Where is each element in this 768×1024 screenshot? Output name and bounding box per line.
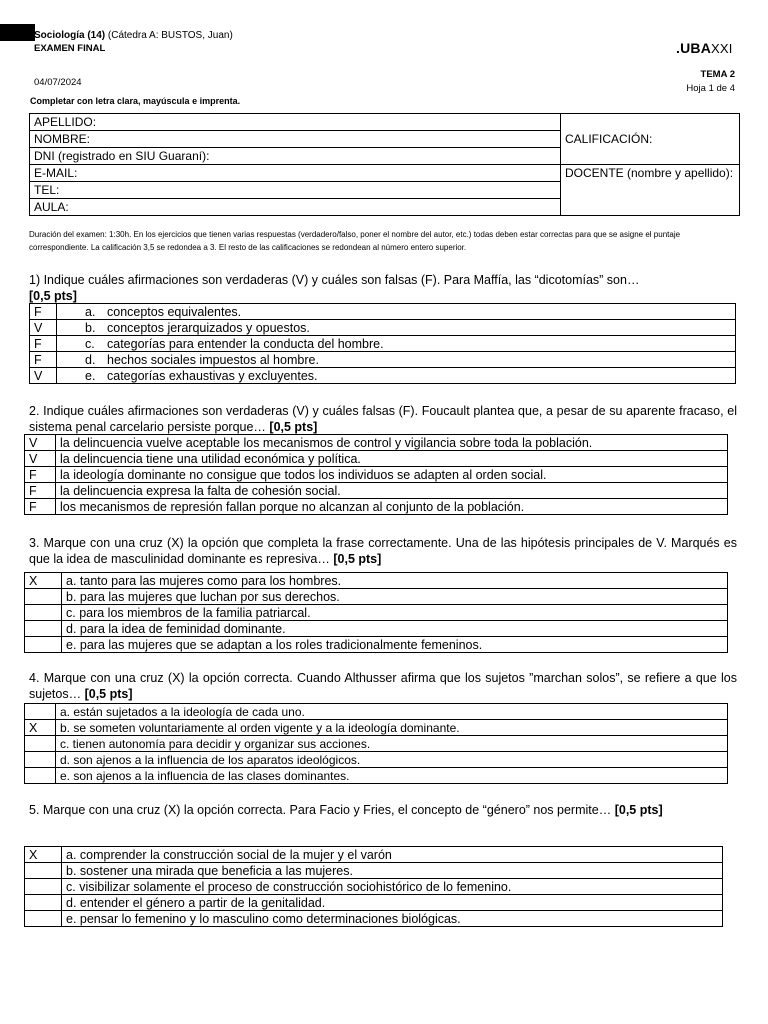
option-text: c. visibilizar solamente el proceso de construcción sociohistórico de lo femenino. (62, 879, 723, 895)
table-row (25, 621, 728, 637)
docente-field[interactable]: DOCENTE (nombre y apellido): (561, 165, 740, 216)
table-row (25, 435, 728, 451)
email-field[interactable]: E-MAIL: (30, 165, 561, 182)
page-counter: Hoja 1 de 4 (686, 83, 735, 94)
answer-cell[interactable]: V (25, 435, 56, 451)
table-row (25, 704, 728, 720)
answer-cell[interactable] (25, 736, 56, 752)
question-4-prompt: 4. Marque con una cruz (X) la opción correcta. Cuando Althusser afirma que los sujetos ”marchan solos”, se refiere a que los sujetos… (29, 671, 737, 701)
table-row (25, 736, 728, 752)
option-text: la delincuencia tiene una utilidad económica y política. (56, 451, 728, 467)
option-text: categorías para entender la conducta del hombre. (103, 336, 736, 352)
redaction-block (0, 24, 35, 41)
option-letter: a. (57, 304, 104, 320)
instructions: Completar con letra clara, mayúscula e imprenta. (30, 96, 241, 106)
option-text: d. son ajenos a la influencia de los aparatos ideológicos. (56, 752, 728, 768)
tel-field[interactable]: TEL: (30, 182, 561, 199)
answer-cell[interactable]: V (30, 320, 57, 336)
option-text: c. para los miembros de la familia patriarcal. (62, 605, 728, 621)
option-text: hechos sociales impuestos al hombre. (103, 352, 736, 368)
duration-note: Duración del examen: 1:30h. En los ejercicios que tienen varias respuestas (verdadero/falso, poner el nombre del autor, etc.) todas deben estar correctas para que se asigne el puntaje correspondiente. La calificación 3,5 se redondea a 3. El resto de las calificaciones se redondean al número entero superior. (29, 230, 681, 252)
question-2-prompt: 2. Indique cuáles afirmaciones son verdaderas (V) y cuáles falsas (F). Foucault plantea que, a pesar de su aparente fracaso, el sistema penal carcelario persiste porque… (29, 404, 737, 434)
option-text: e. para las mujeres que se adaptan a los roles tradicionalmente femeninos. (62, 637, 728, 653)
course-title (34, 30, 233, 41)
table-row (25, 605, 728, 621)
table-row (25, 720, 728, 736)
table-row (25, 573, 728, 589)
option-text: a. comprender la construcción social de la mujer y el varón (62, 847, 723, 863)
answer-cell[interactable]: F (25, 467, 56, 483)
course-name: Sociología (14) (34, 30, 106, 41)
calificacion-field: CALIFICACIÓN: (561, 114, 740, 165)
answer-cell[interactable] (25, 704, 56, 720)
table-row (25, 589, 728, 605)
answer-cell[interactable]: F (25, 483, 56, 499)
question-5 (29, 802, 737, 818)
question-5-options (24, 846, 723, 927)
answer-cell[interactable] (25, 895, 62, 911)
nombre-field[interactable]: NOMBRE: (30, 131, 561, 148)
table-row (25, 895, 723, 911)
option-letter: b. (57, 320, 104, 336)
answer-cell[interactable]: V (30, 368, 57, 384)
answer-cell[interactable] (25, 879, 62, 895)
course-chair: (Cátedra A: BUSTOS, Juan) (105, 30, 233, 41)
question-1-prompt: 1) Indique cuáles afirmaciones son verdaderas (V) y cuáles son falsas (F). Para Maffía, las “dicotomías” son… (29, 273, 640, 287)
answer-cell[interactable]: F (25, 499, 56, 515)
answer-cell[interactable] (25, 863, 62, 879)
option-text: e. pensar lo femenino y lo masculino como determinaciones biológicas. (62, 911, 723, 927)
option-text: e. son ajenos a la influencia de las clases dominantes. (56, 768, 728, 784)
option-letter: c. (57, 336, 104, 352)
table-row (25, 847, 723, 863)
table-row (25, 467, 728, 483)
exam-date: 04/07/2024 (34, 77, 82, 88)
answer-cell[interactable]: F (30, 352, 57, 368)
table-row (25, 911, 723, 927)
question-2-options (24, 434, 728, 515)
option-text: b. se someten voluntariamente al orden vigente y a la ideología dominante. (56, 720, 728, 736)
question-3-options (24, 572, 728, 653)
answer-cell[interactable] (25, 637, 62, 653)
answer-cell[interactable] (25, 752, 56, 768)
answer-cell[interactable]: X (25, 573, 62, 589)
answer-cell[interactable]: V (25, 451, 56, 467)
table-row (25, 483, 728, 499)
table-row (25, 752, 728, 768)
option-text: c. tienen autonomía para decidir y organizar sus acciones. (56, 736, 728, 752)
answer-cell[interactable]: X (25, 720, 56, 736)
table-row (25, 863, 723, 879)
table-row (30, 336, 736, 352)
option-text: a. están sujetados a la ideología de cada uno. (56, 704, 728, 720)
question-2 (29, 403, 737, 435)
table-row (25, 768, 728, 784)
option-text: conceptos equivalentes. (103, 304, 736, 320)
table-row (30, 320, 736, 336)
table-row (30, 304, 736, 320)
question-5-prompt: 5. Marque con una cruz (X) la opción correcta. Para Facio y Fries, el concepto de “género” nos permite… (29, 803, 612, 817)
answer-cell[interactable]: X (25, 847, 62, 863)
aula-field[interactable]: AULA: (30, 199, 561, 216)
table-row (30, 352, 736, 368)
option-text: la delincuencia vuelve aceptable los mecanismos de control y vigilancia sobre toda la población. (56, 435, 728, 451)
answer-cell[interactable] (25, 768, 56, 784)
question-1-points: [0,5 pts] (29, 289, 77, 303)
uba-xxi-logo: .UBAXXI (676, 40, 733, 56)
question-1 (29, 272, 737, 304)
option-text: la ideología dominante no consigue que todos los individuos se adapten al orden social. (56, 467, 728, 483)
question-3-points: [0,5 pts] (333, 552, 382, 566)
option-text: conceptos jerarquizados y opuestos. (103, 320, 736, 336)
question-3 (29, 535, 737, 567)
option-text: b. sostener una mirada que beneficia a las mujeres. (62, 863, 723, 879)
option-text: a. tanto para las mujeres como para los hombres. (62, 573, 728, 589)
question-3-prompt: 3. Marque con una cruz (X) la opción que completa la frase correctamente. Una de las hipótesis principales de V. Marqués es que la idea de masculinidad dominante es represiva… (29, 536, 737, 566)
question-4 (29, 670, 737, 702)
answer-cell[interactable]: F (30, 304, 57, 320)
answer-cell[interactable] (25, 605, 62, 621)
table-row (30, 368, 736, 384)
table-row (25, 879, 723, 895)
question-2-points: [0,5 pts] (269, 420, 318, 434)
apellido-field[interactable]: APELLIDO: (30, 114, 561, 131)
option-letter: d. (57, 352, 104, 368)
option-text: la delincuencia expresa la falta de cohesión social. (56, 483, 728, 499)
option-letter: e. (57, 368, 104, 384)
table-row (25, 637, 728, 653)
question-1-options (29, 303, 736, 384)
option-text: b. para las mujeres que luchan por sus derechos. (62, 589, 728, 605)
answer-cell[interactable] (25, 911, 62, 927)
question-4-points: [0,5 pts] (84, 687, 133, 701)
table-row (25, 499, 728, 515)
question-4-options (24, 703, 728, 784)
table-row (25, 451, 728, 467)
tema-label: TEMA 2 (700, 69, 735, 80)
option-text: categorías exhaustivas y excluyentes. (103, 368, 736, 384)
dni-field[interactable]: DNI (registrado en SIU Guaraní): (30, 148, 561, 165)
option-text: d. para la idea de feminidad dominante. (62, 621, 728, 637)
exam-type: EXAMEN FINAL (34, 43, 106, 54)
student-id-table (29, 113, 740, 216)
answer-cell[interactable]: F (30, 336, 57, 352)
option-text: d. entender el género a partir de la genitalidad. (62, 895, 723, 911)
answer-cell[interactable] (25, 589, 62, 605)
option-text: los mecanismos de represión fallan porque no alcanzan al conjunto de la población. (56, 499, 728, 515)
answer-cell[interactable] (25, 621, 62, 637)
question-5-points: [0,5 pts] (614, 803, 663, 817)
